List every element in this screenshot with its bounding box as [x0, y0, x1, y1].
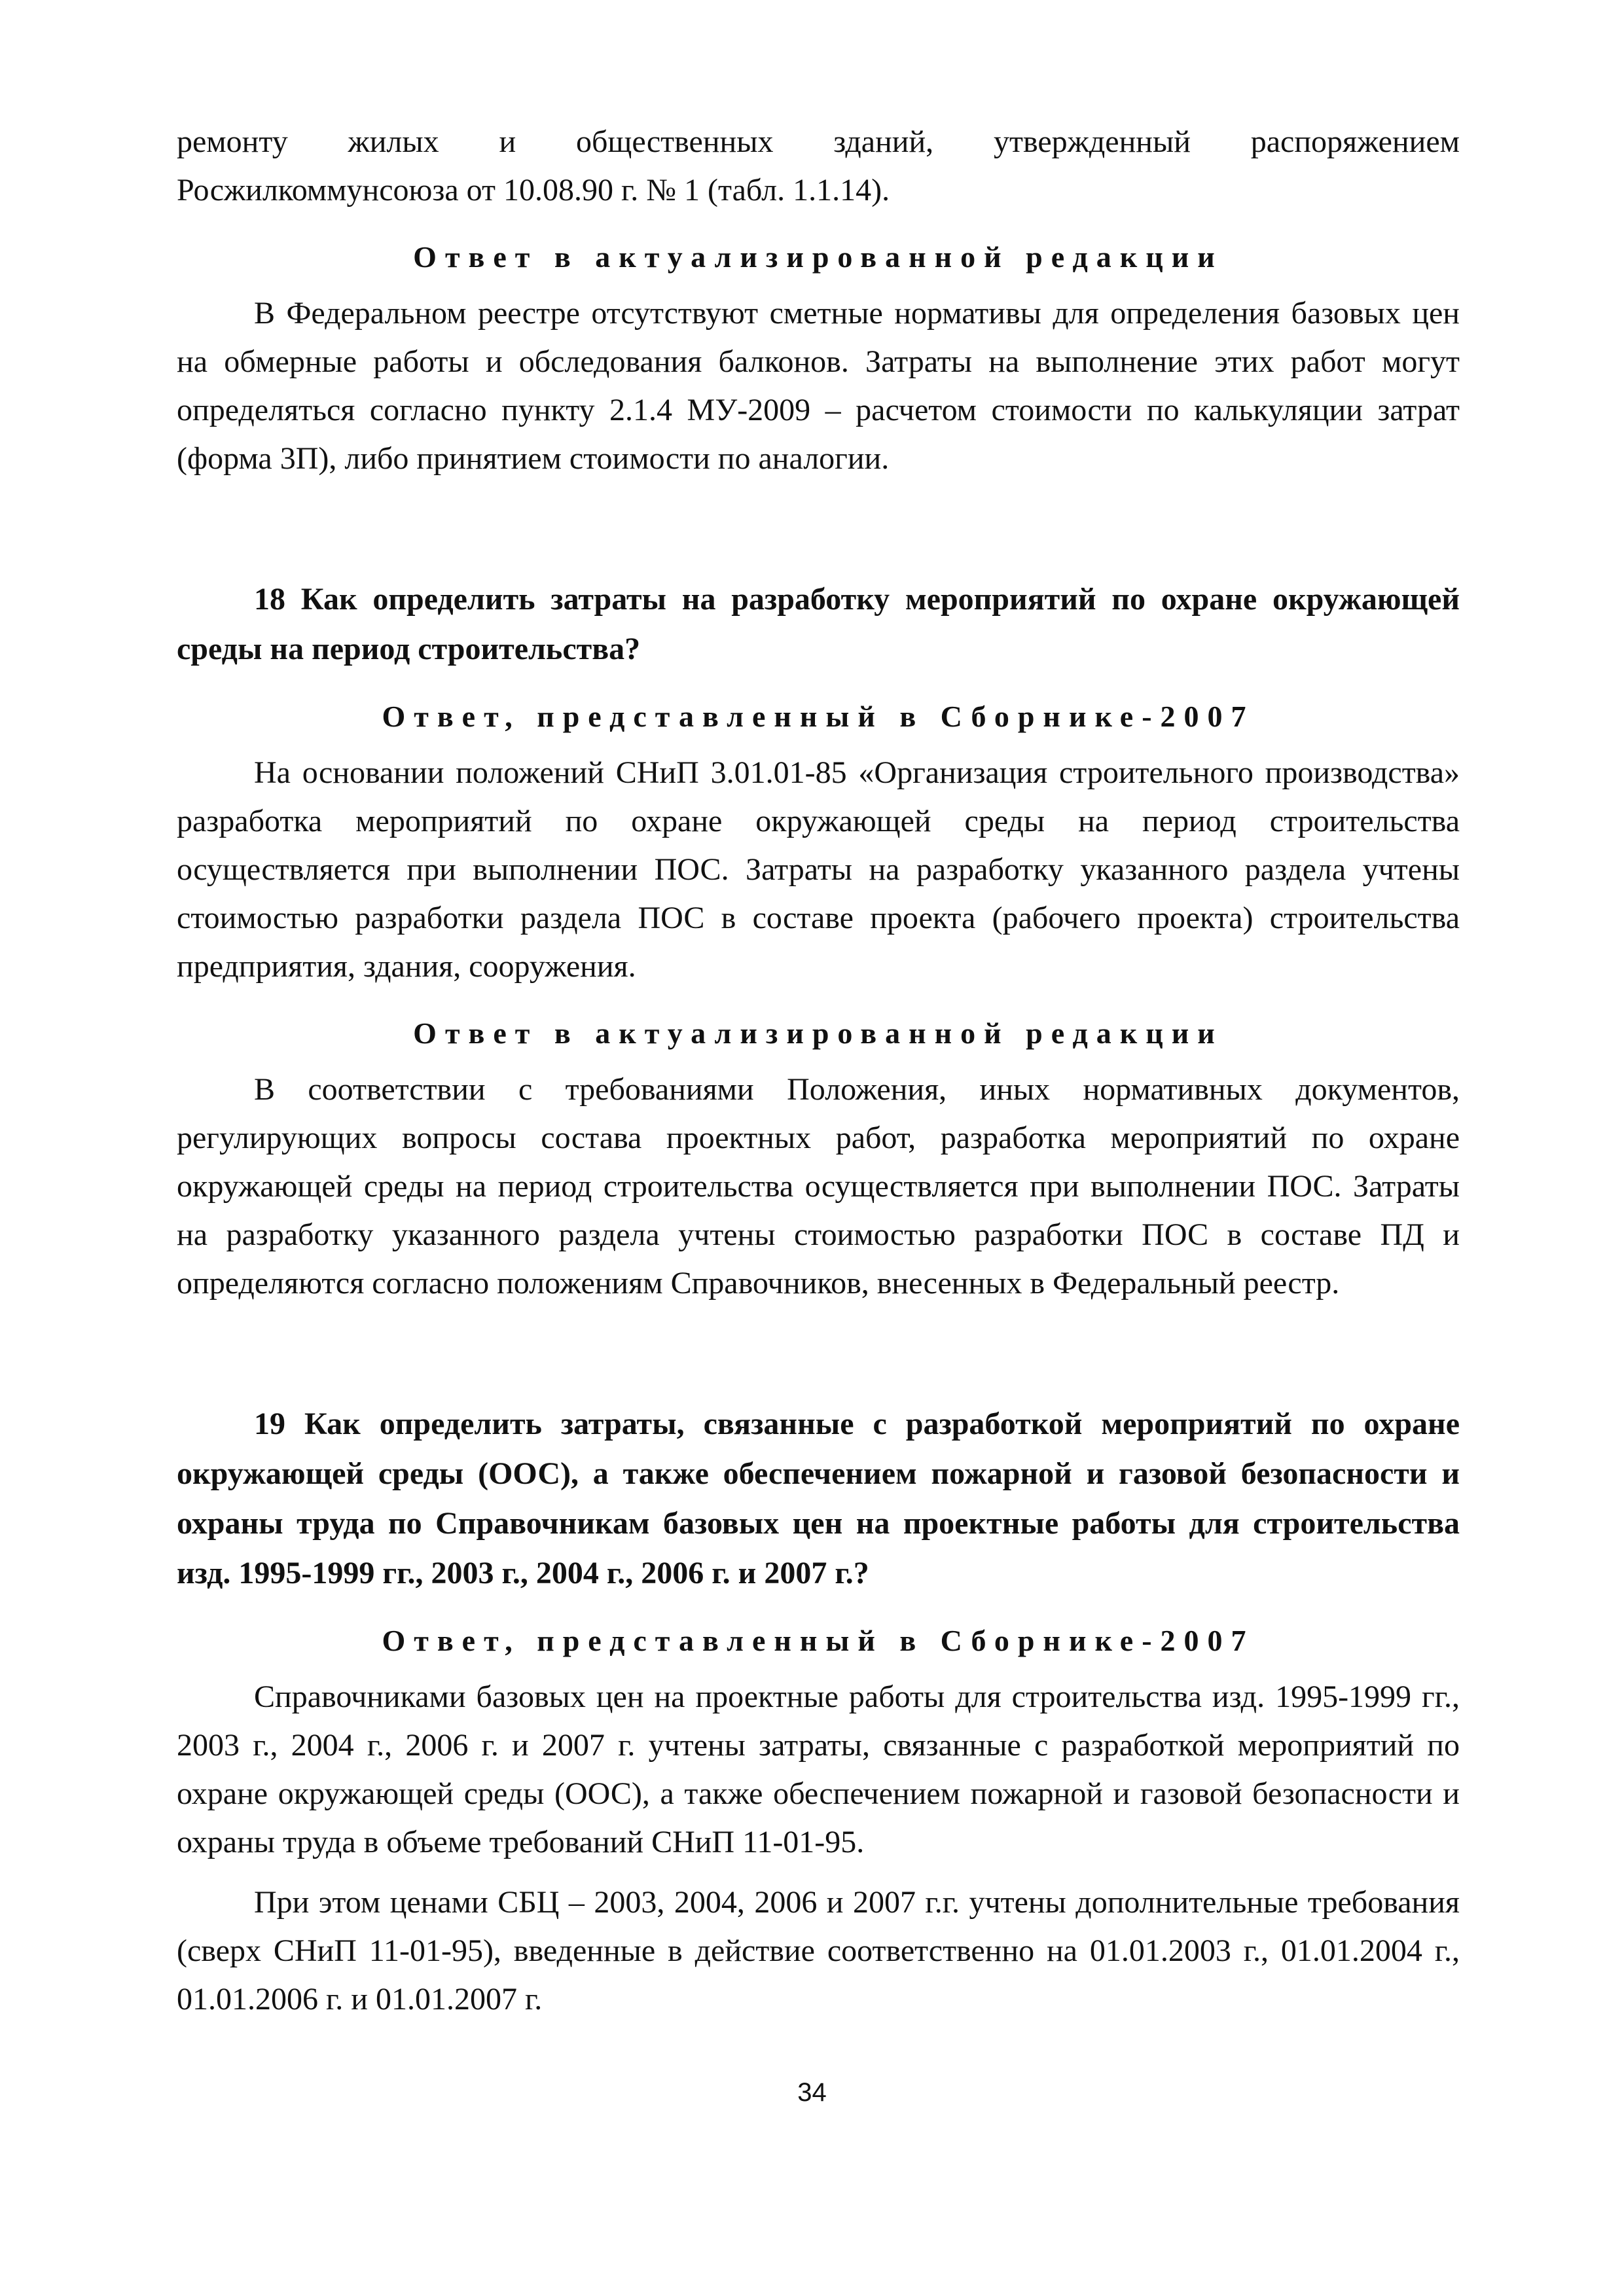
question-19: 19 Как определить затраты, связанные с разработкой мероприятий по охране окружающей среды (ООС), а также обеспечением пожарной и газовой безопасности и охраны труда по Справочникам базовых цен на проектные работы для строительства изд. 1995-1999 гг., 2003 г., 2004 г., 2006 г. и 2007 г.?: [177, 1407, 1460, 1590]
answer-collection-19-paragraph-1: Справочниками базовых цен на проектные работы для строительства изд. 1995-1999 гг., 2003 г., 2004 г., 2006 г. и 2007 г. учтены затраты, связанные с разработкой мероприятий по охране окружающей среды (ООС), а также обеспечением пожарной и газовой безопасности и охраны труда в объеме требований СНиП 11-01-95.: [177, 1679, 1460, 1859]
answer-collection-18: На основании положений СНиП 3.01.01-85 «Организация строительного производства» разработка мероприятий по охране окружающей среды на период строительства осуществляется при выполнении ПОС. Затраты на разработку указанного раздела учтены стоимостью разработки раздела ПОС в составе проекта (рабочего проекта) строительства предприятия, здания, сооружения.: [177, 755, 1460, 984]
heading-updated-answer-18: Ответ в актуализированной редакции: [413, 1016, 1223, 1050]
answer-collection-19-paragraph-2: При этом ценами СБЦ – 2003, 2004, 2006 и 2007 г.г. учтены дополнительные требования (сверх СНиП 11-01-95), введенные в действие соответственно на 01.01.2003 г., 01.01.2004 г., 01.01.2006 г. и 01.01.2007 г.: [177, 1885, 1460, 2017]
heading-collection-answer-19: Ответ, представленный в Сборнике-2007: [382, 1624, 1255, 1657]
heading-collection-answer-18: Ответ, представленный в Сборнике-2007: [382, 700, 1255, 733]
heading-updated-answer-17: Ответ в актуализированной редакции: [413, 240, 1223, 274]
continuation-paragraph: [177, 118, 1460, 166]
document-page: [177, 118, 1460, 2024]
answer-updated-18: В соответствии с требованиями Положения, иных нормативных документов, регулирующих вопросы состава проектных работ, разработка мероприятий по охране окружающей среды на период строительства осуществляется при выполнении ПОС. Затраты на разработку указанного раздела учтены стоимостью разработки ПОС в составе ПД и определяются согласно положениям Справочников, внесенных в Федеральный реестр.: [177, 1072, 1460, 1300]
page-number: 34: [797, 2078, 827, 2107]
continuation-paragraph-end: [177, 166, 1460, 215]
continuation-line-2: Росжилкоммунсоюза от 10.08.90 г. № 1 (табл. 1.1.14).: [177, 173, 890, 207]
answer-updated-17: В Федеральном реестре отсутствуют сметные нормативы для определения базовых цен на обмерные работы и обследования балконов. Затраты на выполнение этих работ могут определяться согласно пункту 2.1.4 МУ-2009 – расчетом стоимости по калькуляции затрат (форма 3П), либо принятием стоимости по аналогии.: [177, 296, 1460, 476]
continuation-line-1: ремонту жилых и общественных зданий, утвержденный распоряжением: [177, 124, 1460, 159]
question-18: 18 Как определить затраты на разработку мероприятий по охране окружающей среды на период строительства?: [177, 582, 1460, 666]
